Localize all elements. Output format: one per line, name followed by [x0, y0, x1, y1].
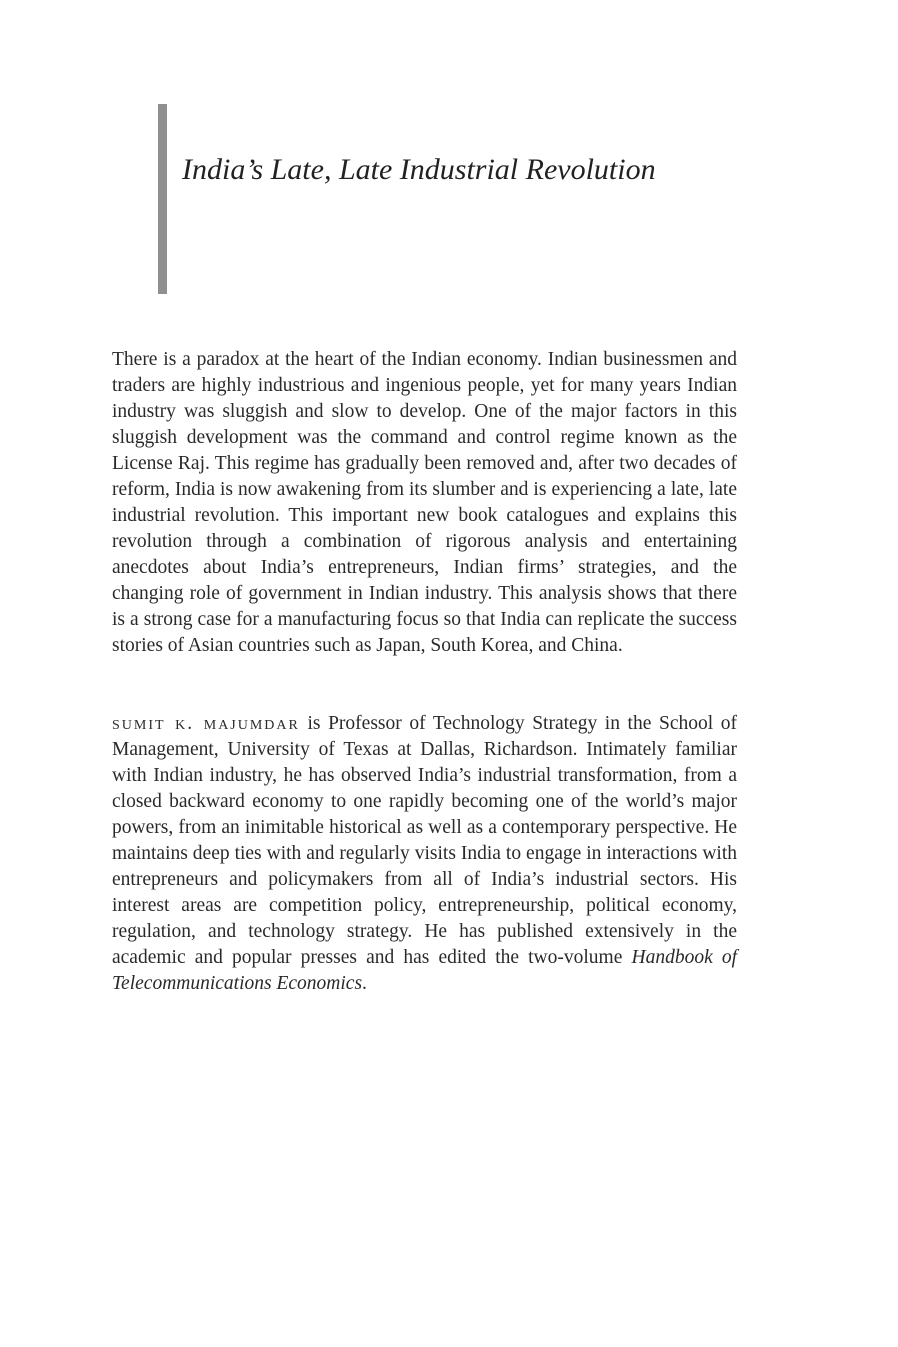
author-bio-text: is Professor of Technology Strategy in the School of Management, University of Texas at Dallas, Richardson. Intimately familiar with Indian industry, he has observed India’s industrial transformation, from a closed backward economy to one rapidly becoming one of the world’s major powers, from an inimitable historical as well as a contemporary perspective. He maintains deep ties with and regularly visits India to engage in interactions with entrepreneurs and policymakers from all of India’s industrial sectors. His interest areas are competition policy, entrepreneurship, political economy, regulation, and technology strategy. He has published extensively in the academic and popular presses and has edited the two-volume	[112, 713, 737, 968]
referenced-book-title: Handbook of Telecommunications Economics	[112, 947, 737, 994]
author-bio	[112, 711, 737, 997]
book-summary: There is a paradox at the heart of the Indian economy. Indian businessmen and traders are highly industrious and ingenious people, yet for many years Indian industry was sluggish and slow to develop. One of the major factors in this sluggish development was the command and control regime known as the License Raj. This regime has gradually been removed and, after two decades of reform, India is now awakening from its slumber and is experiencing a late, late industrial revolution. This important new book catalogues and explains this revolution through a combination of rigorous analysis and entertaining anecdotes about India’s entrepreneurs, Indian firms’ strategies, and the changing role of government in Indian industry. This analysis shows that there is a strong case for a manufacturing focus so that India can replicate the success stories of Asian countries such as Japan, South Korea, and China.	[112, 349, 737, 656]
title-accent-bar	[158, 104, 167, 294]
author-bio-end: .	[362, 973, 367, 994]
book-title: India’s Late, Late Industrial Revolution	[182, 153, 656, 186]
author-name: sumit k. majumdar	[112, 713, 300, 734]
